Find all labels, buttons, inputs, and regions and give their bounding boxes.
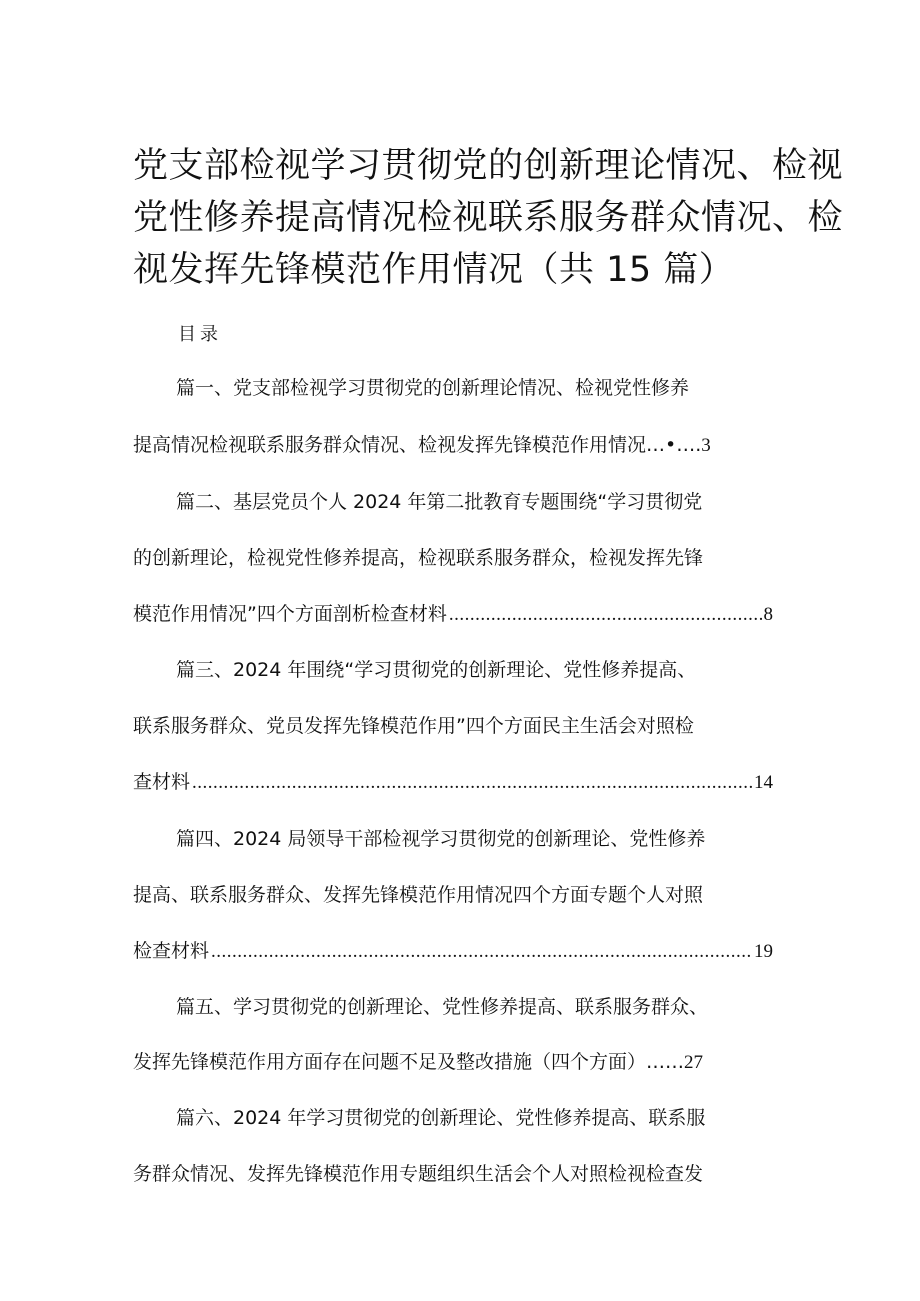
toc-entry-3-line-2: 联系服务群众、党员发挥先锋模范作用”四个方面民主生活会对照检	[133, 715, 694, 737]
toc-entry-2-text: 模范作用情况”四个方面剖析检查材料	[133, 603, 447, 625]
toc-entry-2-page: 8	[763, 604, 773, 625]
toc-entry-3-text: 查材料	[133, 771, 191, 793]
toc-entry-3-line-1: 篇三、2024 年围绕“学习贯彻党的创新理论、党性修养提高、	[176, 659, 697, 681]
toc-entry-5-text: 发挥先锋模范作用方面存在问题不足及整改措施（四个方面）……	[133, 1051, 685, 1073]
toc-leader-dots	[449, 601, 762, 629]
toc-entry-2-line-3	[133, 600, 773, 629]
toc-entry-6-line-1: 篇六、2024 年学习贯彻党的创新理论、党性修养提高、联系服	[176, 1107, 706, 1129]
title-line-3: 视发挥先锋模范作用情况（共 15 篇）	[133, 250, 735, 290]
toc-entry-1-line-1: 篇一、党支部检视学习贯彻党的创新理论情况、检视党性修养	[176, 377, 690, 399]
toc-entry-4-text: 检查材料	[133, 940, 210, 962]
toc-entry-6-line-2: 务群众情况、发挥先锋模范作用专题组织生活会个人对照检视检查发	[133, 1163, 704, 1185]
toc-entry-1-page: 3	[701, 435, 711, 456]
title-line-1: 党支部检视学习贯彻党的创新理论情况、检视	[133, 146, 844, 186]
toc-entry-2-line-2: 的创新理论，检视党性修养提高，检视联系服务群众，检视发挥先锋	[133, 547, 704, 569]
toc-entry-4-page: 19	[754, 941, 773, 962]
toc-leader-dots	[211, 938, 752, 966]
toc-entry-2-line-1: 篇二、基层党员个人 2024 年第二批教育专题围绕“学习贯彻党	[176, 491, 703, 513]
document-title	[133, 140, 844, 296]
title-line-2: 党性修养提高情况检视联系服务群众情况、检	[133, 198, 844, 238]
toc-entry-3-line-3	[133, 768, 773, 797]
toc-heading: 目录	[178, 324, 222, 345]
toc-entry-4-line-2: 提高、联系服务群众、发挥先锋模范作用情况四个方面专题个人对照	[133, 884, 704, 906]
toc-entry-1-line-2	[133, 431, 711, 460]
toc-entry-4-line-3	[133, 937, 773, 966]
toc-leader-dots	[192, 769, 752, 797]
toc-entry-5-page: 27	[684, 1052, 704, 1073]
toc-entry-1-text: 提高情况检视联系服务群众情况、检视发挥先锋模范作用情况…•….	[133, 434, 702, 456]
toc-entry-4-line-1: 篇四、2024 局领导干部检视学习贯彻党的创新理论、党性修养	[176, 828, 706, 850]
toc-entry-5-line-1: 篇五、学习贯彻党的创新理论、党性修养提高、联系服务群众、	[176, 996, 709, 1018]
toc-entry-3-page: 14	[754, 772, 773, 793]
toc-entry-5-line-2	[133, 1048, 703, 1077]
